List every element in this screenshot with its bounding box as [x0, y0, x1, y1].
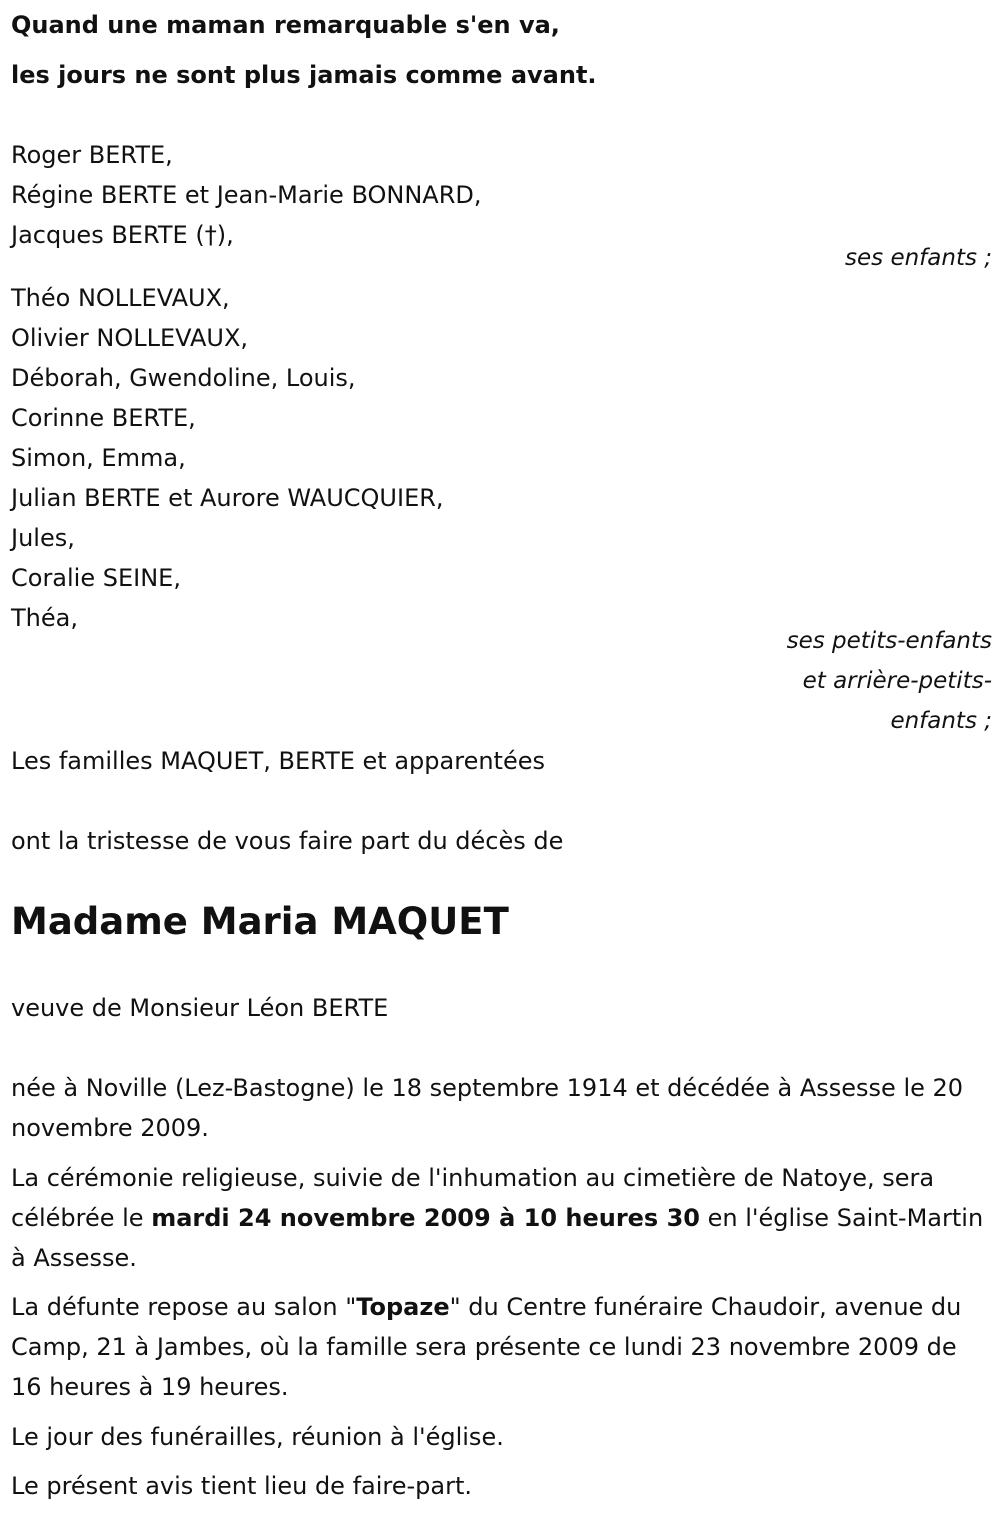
grandchild-name: Déborah, Gwendoline, Louis, [11, 364, 356, 392]
grandchild-name: Théa, [11, 604, 78, 632]
grandchildren-role-line: ses petits-enfants [786, 628, 992, 654]
meeting-line: Le jour des funérailles, réunion à l'église. [11, 1423, 504, 1451]
intro-line-2: les jours ne sont plus jamais comme avant. [11, 61, 597, 89]
ceremony-text-after: en l'église Saint-Martin à Assesse. [11, 1204, 984, 1272]
grandchild-name: Julian BERTE et Aurore WAUCQUIER, [11, 484, 444, 512]
salon-name: Topaze [356, 1293, 450, 1321]
grandchild-name: Simon, Emma, [11, 444, 186, 472]
announcement-line: ont la tristesse de vous faire part du décès de [11, 827, 564, 855]
grandchild-name: Théo NOLLEVAUX, [11, 284, 230, 312]
ceremony-date-time: mardi 24 novembre 2009 à 10 heures 30 [151, 1204, 700, 1232]
rest-paragraph [11, 1287, 992, 1407]
grandchild-name: Corinne BERTE, [11, 404, 196, 432]
child-name: Jacques BERTE (†), [11, 221, 234, 249]
grandchildren-role-line: enfants ; [890, 708, 992, 734]
families-line: Les familles MAQUET, BERTE et apparentées [11, 747, 545, 775]
child-name: Régine BERTE et Jean-Marie BONNARD, [11, 181, 482, 209]
rest-text-after: " du Centre funéraire Chaudoir, avenue du Camp, 21 à Jambes, où la famille sera présente ce lundi 23 novembre 2009 de 16 heures à 19 heures. [11, 1293, 962, 1401]
grandchild-name: Jules, [11, 524, 75, 552]
ceremony-text-before: La cérémonie religieuse, suivie de l'inhumation au cimetière de Natoye, sera célébrée le [11, 1164, 935, 1232]
grandchildren-role-line: et arrière-petits- [802, 668, 992, 694]
grandchild-name: Coralie SEINE, [11, 564, 181, 592]
rest-text-before: La défunte repose au salon " [11, 1293, 357, 1321]
obituary-notice [11, 0, 992, 1522]
ceremony-paragraph [11, 1158, 992, 1278]
notice-line: Le présent avis tient lieu de faire-part. [11, 1472, 473, 1500]
birth-death-paragraph: née à Noville (Lez-Bastogne) le 18 septembre 1914 et décédée à Assesse le 20 novembre 2009. [11, 1074, 964, 1142]
child-name: Roger BERTE, [11, 141, 173, 169]
widow-of-line: veuve de Monsieur Léon BERTE [11, 994, 389, 1022]
deceased-name: Madame Maria MAQUET [11, 900, 509, 943]
intro-line-1: Quand une maman remarquable s'en va, [11, 11, 560, 39]
children-role: ses enfants ; [845, 245, 992, 271]
grandchild-name: Olivier NOLLEVAUX, [11, 324, 249, 352]
